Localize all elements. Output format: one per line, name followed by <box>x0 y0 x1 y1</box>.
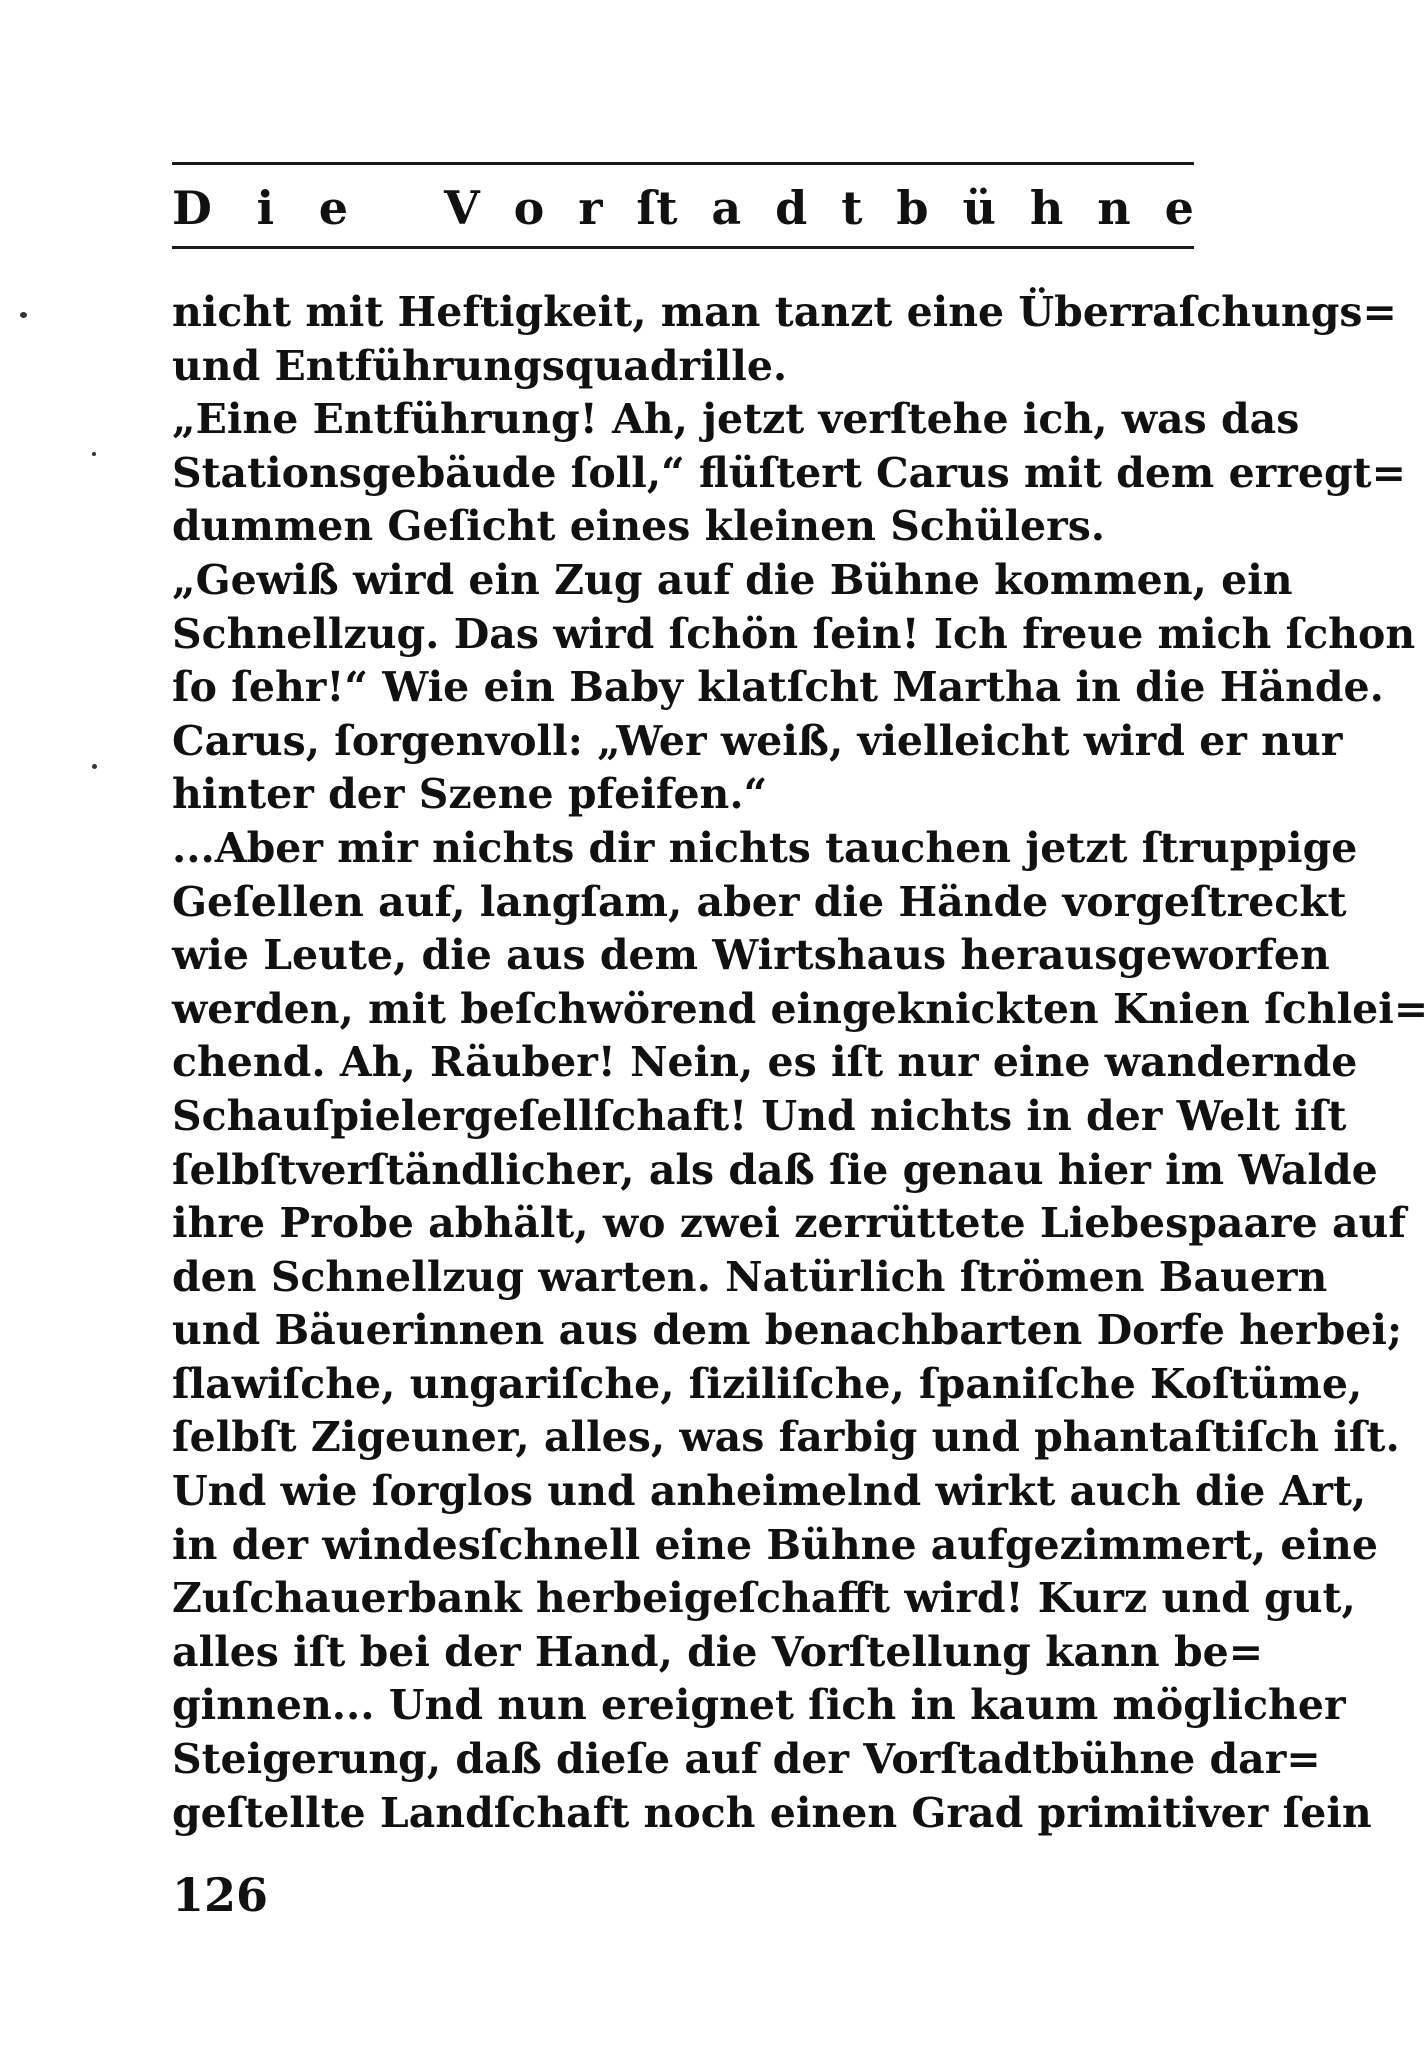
text-line: ihre Probe abhält, wo zwei zerrüttete Liebespaare auf <box>172 1199 1406 1248</box>
text-line: wie Leute, die aus dem Wirtshaus herausgeworfen <box>172 931 1330 980</box>
page-number: 126 <box>172 1868 269 1922</box>
running-head <box>172 178 1194 238</box>
text-line: Schnellzug. Das wird ſchön ſein! Ich freue mich ſchon <box>172 609 1416 658</box>
running-head-letter: t <box>841 181 863 235</box>
running-head-letter: o <box>513 181 545 235</box>
running-head-letter: V <box>444 181 480 235</box>
text-line: Stationsgebäude ſoll,“ flüſtert Carus mit dem erregt= <box>172 448 1406 497</box>
running-head-word-1 <box>172 181 348 235</box>
text-line: dummen Geſicht eines kleinen Schülers. <box>172 502 1106 551</box>
text-line: Steigerung, daß dieſe auf der Vorſtadtbühne dar= <box>172 1735 1321 1784</box>
running-head-letter: e <box>318 181 348 235</box>
text-line: Zuſchauerbank herbeigeſchafft wird! Kurz und gut, <box>172 1574 1356 1623</box>
text-line: ...Aber mir nichts dir nichts tauchen jetzt ſtruppige <box>172 823 1358 872</box>
margin-speck <box>92 452 96 456</box>
text-line: Und wie ſorglos und anheimelnd wirkt auch die Art, <box>172 1467 1367 1516</box>
text-line: ſlawiſche, ungariſche, ſiziliſche, ſpaniſche Koſtüme, <box>172 1359 1363 1408</box>
running-head-letter: a <box>711 181 742 235</box>
running-head-word-2 <box>444 181 1194 235</box>
running-head-letter: b <box>896 181 929 235</box>
text-line: hinter der Szene pfeifen.“ <box>172 770 768 819</box>
text-line: Carus, ſorgenvoll: „Wer weiß, vielleicht wird er nur <box>172 716 1343 765</box>
text-line: „Gewiß wird ein Zug auf die Bühne kommen, ein <box>172 555 1293 604</box>
margin-speck <box>20 312 27 318</box>
text-line: ſelbſt Zigeuner, alles, was farbig und phantaſtiſch iſt. <box>172 1413 1400 1462</box>
text-line: geſtellte Landſchaft noch einen Grad primitiver ſein <box>172 1788 1372 1837</box>
text-line: und Bäuerinnen aus dem benachbarten Dorfe herbei; <box>172 1306 1403 1355</box>
text-line: alles iſt bei der Hand, die Vorſtellung kann be= <box>172 1627 1264 1676</box>
text-line: ginnen... Und nun ereignet ſich in kaum möglicher <box>172 1681 1346 1730</box>
text-line: Schauſpielergeſellſchaft! Und nichts in der Welt iſt <box>172 1091 1347 1140</box>
text-line: chend. Ah, Räuber! Nein, es iſt nur eine wandernde <box>172 1038 1358 1087</box>
text-line: ſo ſehr!“ Wie ein Baby klatſcht Martha in die Hände. <box>172 663 1384 712</box>
running-head-letter: n <box>1097 181 1131 235</box>
text-line: Geſellen auf, langſam, aber die Hände vorgeſtreckt <box>172 877 1347 926</box>
running-head-letter: h <box>1029 181 1064 235</box>
running-head-letter: i <box>256 181 275 235</box>
body-text <box>172 286 1428 1840</box>
text-line: werden, mit beſchwörend eingeknickten Knien ſchlei= <box>172 984 1428 1033</box>
running-head-letter: ſt <box>636 181 678 235</box>
text-line: den Schnellzug warten. Natürlich ſtrömen Bauern <box>172 1252 1328 1301</box>
text-line: „Eine Entführung! Ah, jetzt verſtehe ich, was das <box>172 395 1300 444</box>
text-line: ſelbſtverſtändlicher, als daß ſie genau hier im Walde <box>172 1145 1378 1194</box>
running-head-letter: d <box>775 181 808 235</box>
text-line: und Entführungsquadrille. <box>172 341 788 390</box>
text-line: nicht mit Heftigkeit, man tanzt eine Überraſchungs= <box>172 288 1397 336</box>
header-rule-bottom <box>172 246 1194 249</box>
running-head-letter: D <box>172 181 212 235</box>
text-line: in der windesſchnell eine Bühne aufgezimmert, eine <box>172 1520 1378 1569</box>
running-head-letter: r <box>578 181 603 235</box>
running-head-letter: e <box>1164 181 1194 235</box>
running-head-letter: ü <box>962 181 996 235</box>
margin-speck <box>92 764 97 769</box>
header-rule-top <box>172 162 1194 165</box>
